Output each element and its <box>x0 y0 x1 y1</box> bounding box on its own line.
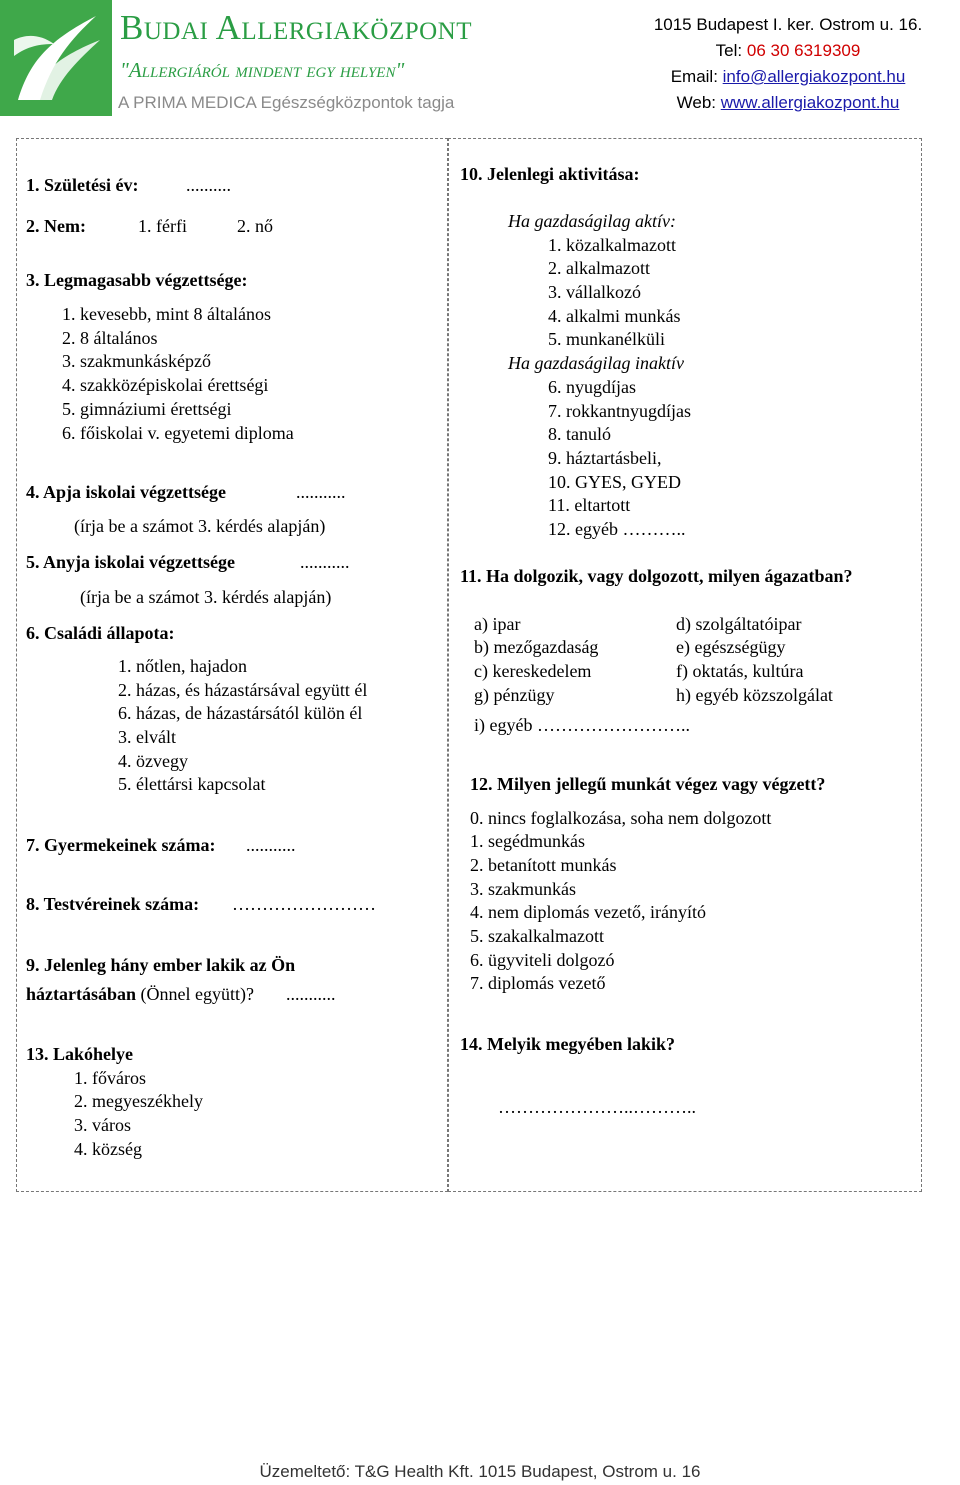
q10-option[interactable]: 8. tanuló <box>548 424 611 444</box>
q14-answer-dots[interactable]: …………………..……….. <box>498 1097 696 1117</box>
web-label: Web: <box>676 93 721 112</box>
q11-option[interactable]: a) ipar <box>474 614 521 634</box>
q10-option[interactable]: 2. alkalmazott <box>548 258 650 278</box>
q7-answer-dots[interactable]: ........... <box>246 835 296 855</box>
q11-label: 11. Ha dolgozik, vagy dolgozott, milyen ágazatban? <box>460 566 853 586</box>
q13-option[interactable]: 2. megyeszékhely <box>74 1091 203 1111</box>
q11-option[interactable]: f) oktatás, kultúra <box>676 661 804 681</box>
q10-option[interactable]: 10. GYES, GYED <box>548 472 681 492</box>
q10-option[interactable]: 12. egyéb ……….. <box>548 519 686 539</box>
q5-hint: (írja be a számot 3. kérdés alapján) <box>80 587 332 607</box>
q2-option-male[interactable]: 1. férfi <box>138 216 187 236</box>
q14-label: 14. Melyik megyében lakik? <box>460 1034 675 1054</box>
member-text: A PRIMA MEDICA Egészségközpontok tagja <box>118 93 455 112</box>
q11-option[interactable]: c) kereskedelem <box>474 661 592 681</box>
q10-inactive-heading: Ha gazdaságilag inaktív <box>508 353 684 373</box>
contact-address: 1015 Budapest I. ker. Ostrom u. 16. <box>653 15 923 34</box>
web-link[interactable]: www.allergiakozpont.hu <box>720 93 900 112</box>
q9-label-line2 <box>26 983 254 1005</box>
q10-option[interactable]: 11. eltartott <box>548 495 631 515</box>
q3-option[interactable]: 1. kevesebb, mint 8 általános <box>62 304 271 324</box>
tel-label: Tel: <box>715 41 747 60</box>
brand-slogan: "Allergiáról mindent egy helyen" <box>120 58 405 82</box>
q3-option[interactable]: 3. szakmunkásképző <box>62 351 211 371</box>
q12-option[interactable]: 5. szakalkalmazott <box>470 926 604 946</box>
q13-label: 13. Lakóhelye <box>26 1044 134 1064</box>
q9-household-bold: háztartásában <box>26 984 137 1004</box>
allergy-center-logo-icon <box>0 0 112 116</box>
q12-option[interactable]: 3. szakmunkás <box>470 879 576 899</box>
q12-option[interactable]: 7. diplomás vezető <box>470 973 606 993</box>
q9-household-rest: (Önnel együtt)? <box>136 984 254 1004</box>
q6-option[interactable]: 1. nőtlen, hajadon <box>118 656 247 676</box>
q3-option[interactable]: 5. gimnáziumi érettségi <box>62 399 232 419</box>
q10-option[interactable]: 3. vállalkozó <box>548 282 641 302</box>
q11-option[interactable]: d) szolgáltatóipar <box>676 614 802 634</box>
q12-option[interactable]: 2. betanított munkás <box>470 855 617 875</box>
q8-label: 8. Testvéreinek száma: <box>26 894 200 914</box>
q10-option[interactable]: 1. közalkalmazott <box>548 235 676 255</box>
q10-option[interactable]: 4. alkalmi munkás <box>548 306 681 326</box>
brand-name: Budai Allergiaközpont <box>120 8 473 47</box>
q1-label: 1. Születési év: <box>26 175 139 195</box>
q11-option[interactable]: g) pénzügy <box>474 685 555 705</box>
q1-answer-dots[interactable]: .......... <box>186 175 231 195</box>
q4-hint: (írja be a számot 3. kérdés alapján) <box>74 516 326 536</box>
q6-label: 6. Családi állapota: <box>26 623 175 643</box>
q6-option[interactable]: 6. házas, de házastársától külön él <box>118 703 363 723</box>
q6-option[interactable]: 2. házas, és házastársával együtt él <box>118 680 368 700</box>
q4-label: 4. Apja iskolai végzettsége <box>26 482 226 502</box>
q5-label: 5. Anyja iskolai végzettsége <box>26 552 235 572</box>
contact-block <box>628 12 948 116</box>
q6-option[interactable]: 3. elvált <box>118 727 176 747</box>
q3-option[interactable]: 4. szakközépiskolai érettségi <box>62 375 269 395</box>
q13-option[interactable]: 4. község <box>74 1139 142 1159</box>
q6-option[interactable]: 4. özvegy <box>118 751 188 771</box>
q10-label: 10. Jelenlegi aktivitása: <box>460 164 640 184</box>
q12-option[interactable]: 1. segédmunkás <box>470 831 585 851</box>
footer-operator: Üzemeltető: T&G Health Kft. 1015 Budapest, Ostrom u. 16 <box>259 1462 701 1481</box>
q12-option[interactable]: 4. nem diplomás vezető, irányító <box>470 902 706 922</box>
q9-label-line1: 9. Jelenleg hány ember lakik az Ön <box>26 955 296 975</box>
q10-option[interactable]: 9. háztartásbeli, <box>548 448 662 468</box>
q12-label: 12. Milyen jellegű munkát végez vagy végzett? <box>470 774 826 794</box>
tel-value: 06 30 6319309 <box>746 41 861 60</box>
q11-option[interactable]: e) egészségügy <box>676 637 786 657</box>
q13-option[interactable]: 1. főváros <box>74 1068 146 1088</box>
q10-option[interactable]: 5. munkanélküli <box>548 329 665 349</box>
q4-answer-dots[interactable]: ........... <box>296 482 346 502</box>
q2-option-female[interactable]: 2. nő <box>237 216 273 236</box>
q13-option[interactable]: 3. város <box>74 1115 131 1135</box>
q11-option[interactable]: h) egyéb közszolgálat <box>676 685 833 705</box>
q6-option[interactable]: 5. élettársi kapcsolat <box>118 774 266 794</box>
q8-answer-dots[interactable]: …………………… <box>232 894 376 914</box>
q5-answer-dots[interactable]: ........... <box>300 552 350 572</box>
letterhead <box>0 0 960 120</box>
q7-label: 7. Gyermekeinek száma: <box>26 835 216 855</box>
q12-option[interactable]: 6. ügyviteli dolgozó <box>470 950 615 970</box>
q12-option[interactable]: 0. nincs foglalkozása, soha nem dolgozott <box>470 808 772 828</box>
q10-option[interactable]: 6. nyugdíjas <box>548 377 636 397</box>
q9-answer-dots[interactable]: ........... <box>286 984 336 1004</box>
q11-other-option[interactable]: i) egyéb …………………….. <box>474 715 690 735</box>
q3-option[interactable]: 2. 8 általános <box>62 328 158 348</box>
email-link[interactable]: info@allergiakozpont.hu <box>722 67 906 86</box>
q11-option[interactable]: b) mezőgazdaság <box>474 637 599 657</box>
q2-label: 2. Nem: <box>26 216 86 236</box>
q10-active-heading: Ha gazdaságilag aktív: <box>508 211 676 231</box>
q10-option[interactable]: 7. rokkantnyugdíjas <box>548 401 691 421</box>
email-label: Email: <box>670 67 723 86</box>
q3-option[interactable]: 6. főiskolai v. egyetemi diploma <box>62 423 294 443</box>
q3-label: 3. Legmagasabb végzettsége: <box>26 270 248 290</box>
